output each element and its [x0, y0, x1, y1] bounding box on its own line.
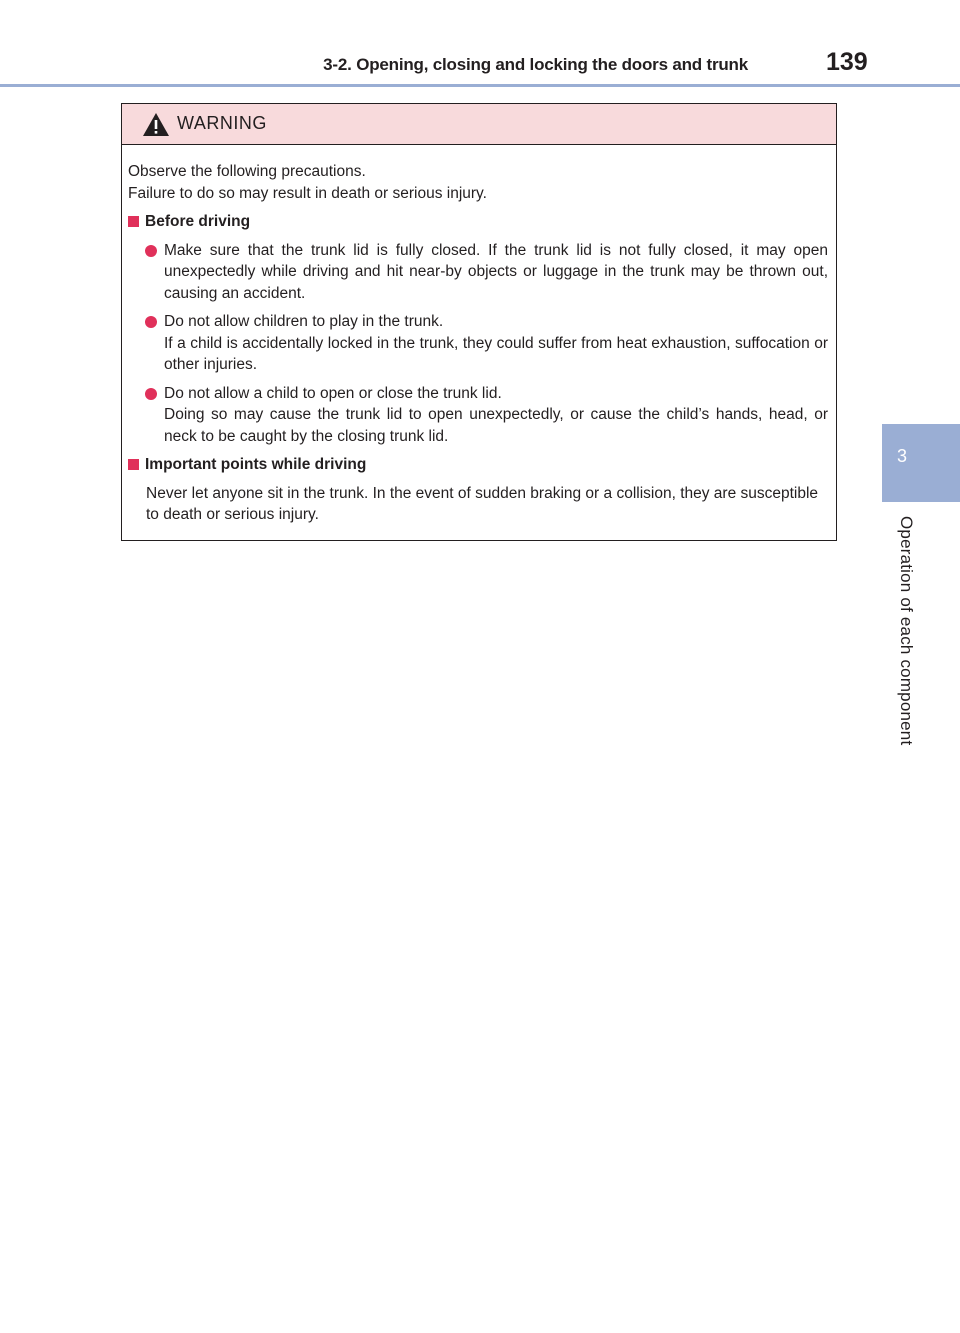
- section-heading: [128, 454, 828, 476]
- circle-bullet-icon: [145, 388, 157, 400]
- header-rule: [0, 84, 960, 87]
- warning-title: WARNING: [177, 113, 267, 133]
- section-heading-label: Important points while driving: [145, 456, 367, 473]
- square-bullet-icon: [128, 216, 139, 227]
- square-bullet-icon: [128, 459, 139, 470]
- bullet-text: Make sure that the trunk lid is fully closed. If the trunk lid is not fully closed, it may open unexpectedly while driving and hit near-by objects or luggage in the trunk may be thrown out, causing an accident.: [164, 241, 828, 302]
- warning-box: [121, 103, 837, 541]
- intro-line: Failure to do so may result in death or serious injury.: [128, 184, 487, 202]
- section-heading-label: Before driving: [145, 213, 251, 230]
- bullet-item: [128, 383, 828, 448]
- chapter-label: Operation of each component: [897, 516, 916, 746]
- bullet-text: If a child is accidentally locked in the trunk, they could suffer from heat exhaustion, suffocation or other injuries.: [164, 334, 828, 373]
- section-paragraph: [128, 483, 828, 526]
- bullet-text: Do not allow a child to open or close the trunk lid.: [164, 384, 502, 402]
- chapter-number: 3: [896, 446, 907, 466]
- bullet-text: Doing so may cause the trunk lid to open unexpectedly, or cause the child’s hands, head, or neck to be caught by the closing trunk lid.: [164, 406, 828, 445]
- warning-triangle-icon: [142, 112, 170, 137]
- paragraph-text: Never let anyone sit in the trunk. In the event of sudden braking or a collision, they are susceptible to death or serious injury.: [146, 484, 819, 523]
- bullet-item: [128, 240, 828, 305]
- warning-body: [122, 145, 836, 526]
- circle-bullet-icon: [145, 245, 157, 257]
- warning-intro: [128, 161, 828, 204]
- circle-bullet-icon: [145, 316, 157, 328]
- warning-header: [122, 104, 836, 145]
- section-heading: [128, 211, 828, 233]
- page-number: 139: [826, 48, 868, 76]
- section-title: 3-2. Opening, closing and locking the doors and trunk: [323, 55, 748, 74]
- bullet-text: Do not allow children to play in the trunk.: [164, 313, 444, 330]
- intro-line: Observe the following precautions.: [128, 163, 366, 180]
- bullet-item: [128, 311, 828, 376]
